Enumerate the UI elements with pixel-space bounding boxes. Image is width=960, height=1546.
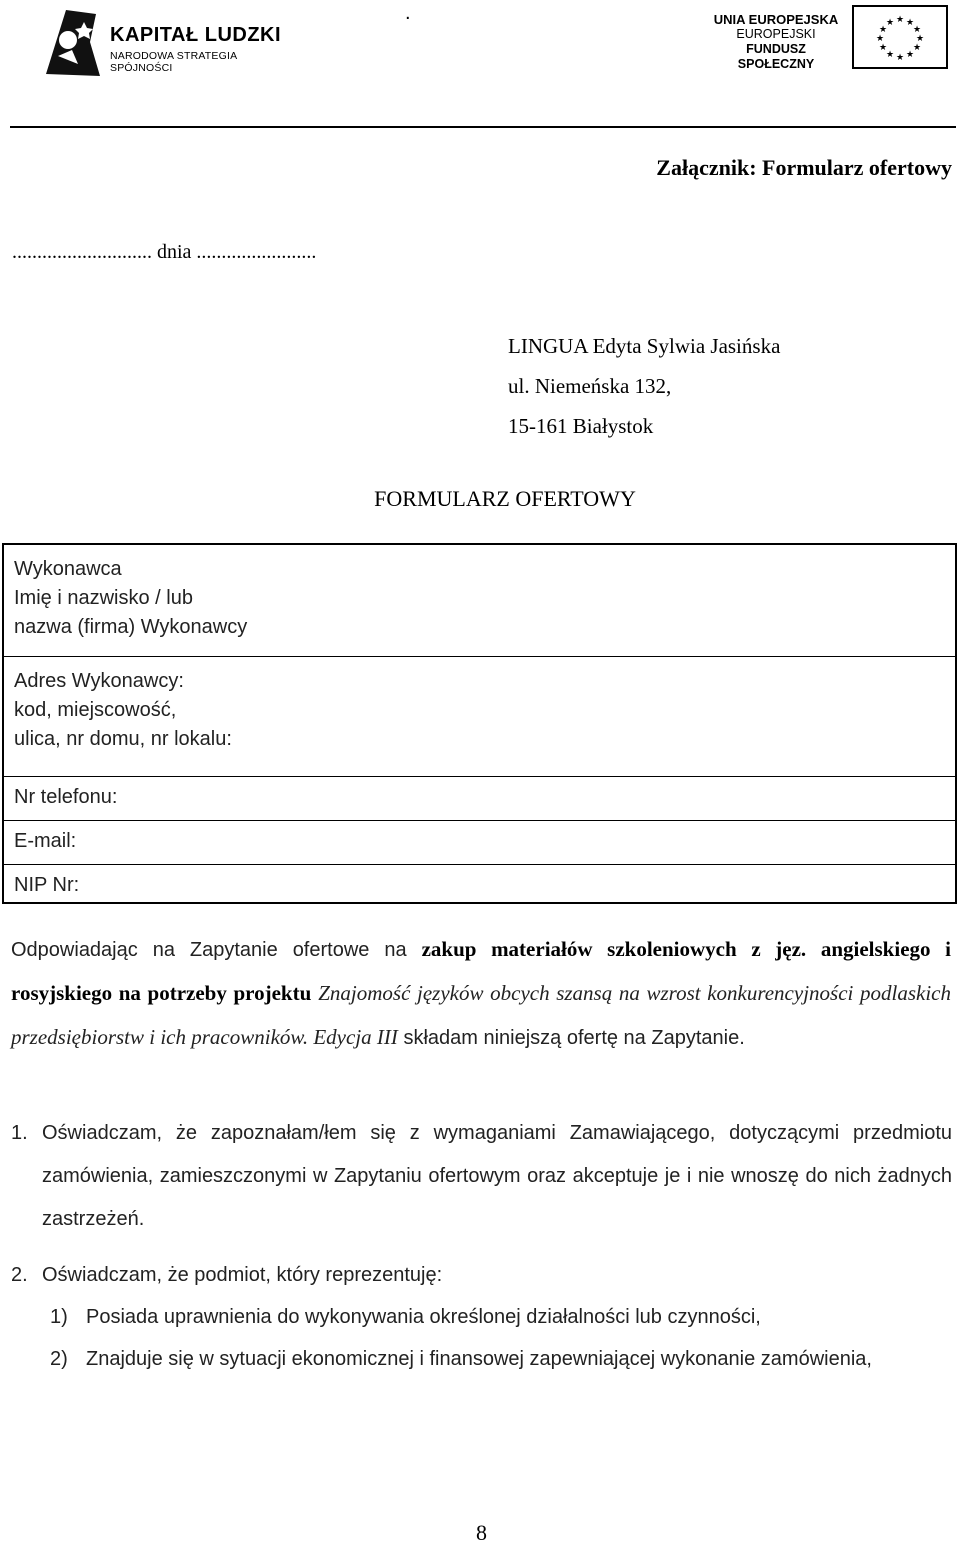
table-row — [4, 657, 955, 777]
form-title: FORMULARZ OFERTOWY — [374, 486, 636, 511]
declaration-number: 2. — [11, 1264, 28, 1286]
svg-text:★: ★ — [895, 53, 905, 63]
kapital-ludzki-emblem-icon — [38, 4, 108, 80]
intro-text-start: Odpowiadając na Zapytanie ofertowe na — [11, 939, 422, 961]
svg-text:★: ★ — [878, 43, 888, 53]
kapital-ludzki-logo — [38, 4, 288, 80]
row-label-email: E-mail: — [14, 830, 77, 852]
table-row — [4, 821, 955, 865]
recipient-line2: ul. Niemeńska 132, — [508, 374, 672, 398]
eu-logo-text — [708, 12, 844, 72]
annex-title: Załącznik: Formularz ofertowy — [656, 155, 952, 180]
svg-text:★: ★ — [885, 18, 895, 28]
sub-item-text: Posiada uprawnienia do wykonywania określonej działalności lub czynności, — [86, 1306, 761, 1328]
svg-text:★: ★ — [905, 18, 915, 28]
svg-text:★: ★ — [878, 25, 888, 35]
svg-text:★: ★ — [885, 50, 895, 60]
page-number: 8 — [476, 1520, 487, 1545]
eu-flag-icon — [852, 5, 948, 69]
declaration-text: Oświadczam, że podmiot, który reprezentuję: — [42, 1264, 443, 1286]
intro-text-end: składam niniejszą ofertę na Zapytanie. — [397, 1027, 745, 1049]
table-row — [4, 545, 955, 657]
eu-text-line3: FUNDUSZ SPOŁECZNY — [737, 42, 815, 71]
table-row — [4, 777, 955, 821]
header-divider — [10, 126, 956, 128]
header-center-mark: . — [405, 2, 411, 24]
recipient-line3: 15-161 Białystok — [508, 414, 654, 438]
date-line: ............................ dnia ........................ — [12, 241, 317, 263]
sub-item-number: 2) — [50, 1348, 68, 1370]
kapital-ludzki-subtitle: NARODOWA STRATEGIA SPÓJNOŚCI — [110, 50, 237, 74]
row-label-nip: NIP Nr: — [14, 874, 80, 896]
declaration-number: 1. — [11, 1122, 28, 1144]
row-label-address: Adres Wykonawcy: kod, miejscowość, ulica, nr domu, nr lokalu: — [14, 670, 232, 750]
table-row — [4, 865, 955, 904]
eu-text-line2: EUROPEJSKI — [736, 27, 816, 41]
recipient-line1: LINGUA Edyta Sylwia Jasińska — [508, 334, 781, 358]
svg-text:★: ★ — [875, 34, 885, 44]
svg-text:★: ★ — [912, 43, 922, 53]
sub-item-number: 1) — [50, 1306, 68, 1328]
kapital-ludzki-title: KAPITAŁ LUDZKI — [110, 24, 282, 46]
svg-text:★: ★ — [915, 34, 925, 44]
svg-text:★: ★ — [895, 15, 905, 25]
eu-text-line1: UNIA EUROPEJSKA — [713, 12, 839, 27]
intro-project-title: Znajomość języków obcych szansą na wzrost konkurencyjności podlaskich przedsiębiorstw i ich pracowników. Edycja III — [11, 981, 951, 1049]
declaration-text: Oświadczam, że zapoznałam/łem się z wymaganiami Zamawiającego, dotyczącymi przedmiotu zamówienia, zamieszczonymi w Zapytaniu ofertowym oraz akceptuje je i nie wnoszę do nich żadnych zastrzeżeń. — [42, 1122, 952, 1230]
intro-paragraph — [11, 928, 951, 1060]
svg-text:★: ★ — [912, 25, 922, 35]
sub-item-text: Znajduje się w sytuacji ekonomicznej i finansowej zapewniającej wykonanie zamówienia, — [86, 1348, 872, 1370]
svg-text:★: ★ — [905, 50, 915, 60]
row-label-contractor: Wykonawca Imię i nazwisko / lub nazwa (firma) Wykonawcy — [14, 558, 248, 638]
contractor-table — [2, 543, 957, 904]
intro-subject-bold: zakup materiałów szkoleniowych z jęz. angielskiego i rosyjskiego na potrzeby projektu — [11, 937, 951, 1005]
row-label-phone: Nr telefonu: — [14, 786, 118, 808]
recipient-address — [508, 326, 780, 446]
